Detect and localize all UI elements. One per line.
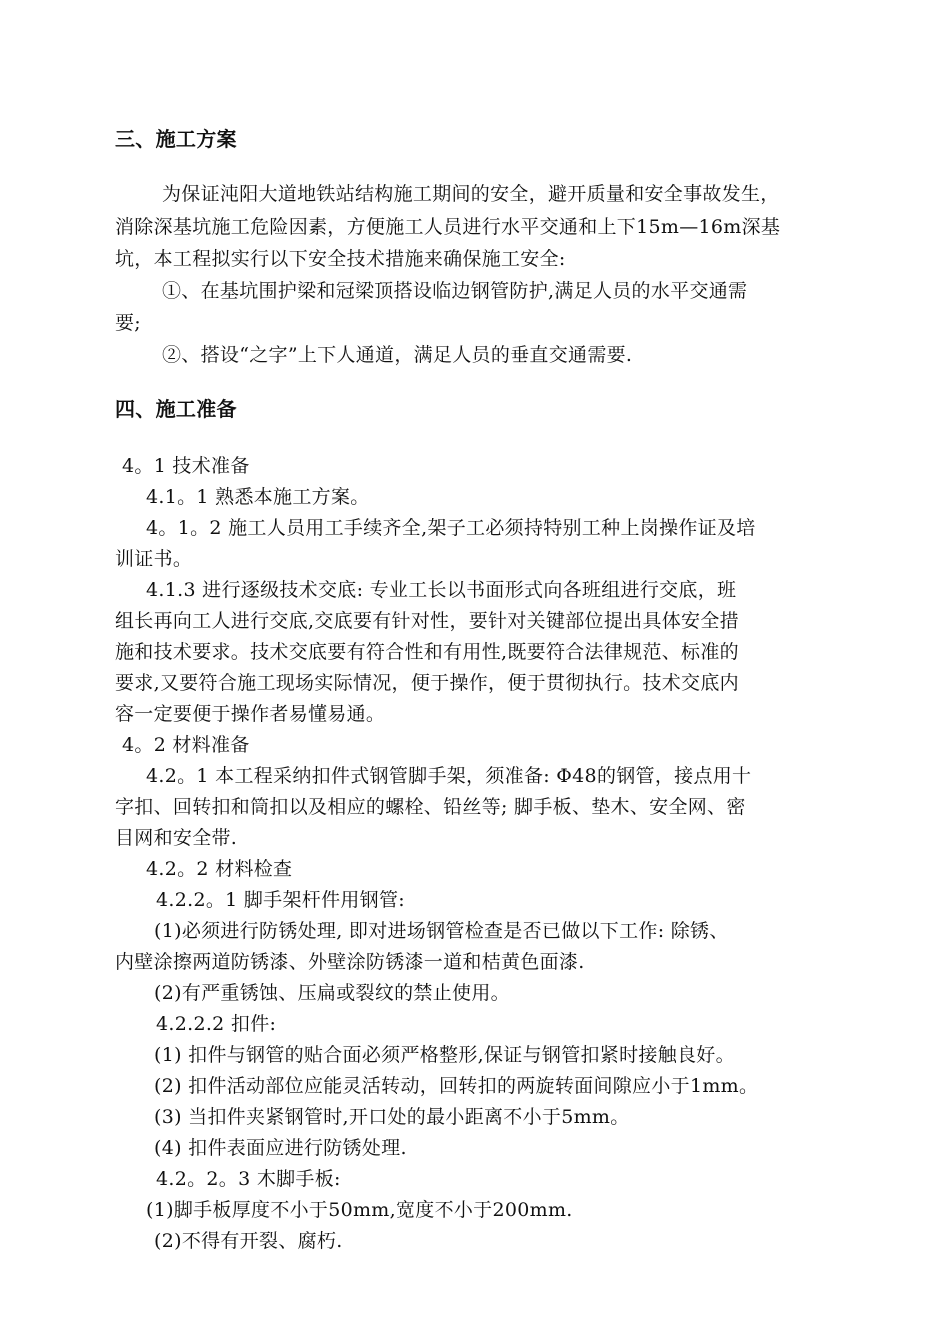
numbered-item: (2)不得有开裂、腐朽. [154, 1230, 343, 1252]
clause: 4.2。1 本工程采纳扣件式钢管脚手架，须准备: Φ48的钢管，接点用十 [146, 765, 752, 787]
list-item: ②、搭设“之字”上下人通道，满足人员的垂直交通需要. [162, 344, 633, 366]
clause: 4。1。2 施工人员用工手续齐全,架子工必须持特别工种上岗操作证及培 [146, 517, 756, 539]
clause-continuation: 目网和安全带. [115, 827, 238, 849]
clause-continuation: 容一定要便于操作者易懂易通。 [115, 703, 386, 725]
clause-continuation: 施和技术要求。技术交底要有符合性和有用性,既要符合法律规范、标准的 [115, 641, 739, 663]
subsection-heading: 4。1 技术准备 [122, 455, 250, 477]
clause: 4.1。1 熟悉本施工方案。 [146, 486, 370, 508]
numbered-item: (3) 当扣件夹紧钢管时,开口处的最小距离不小于5mm。 [154, 1106, 630, 1128]
numbered-item: (1) 扣件与钢管的贴合面必须严格整形,保证与钢管扣紧时接触良好。 [154, 1044, 735, 1066]
clause-continuation: 要求,又要符合施工现场实际情况，便于操作，便于贯彻执行。技术交底内 [115, 672, 739, 694]
sub-clause: 4.2。2。3 木脚手板: [156, 1168, 341, 1190]
subsection-heading: 4。2 材料准备 [122, 734, 250, 756]
numbered-item: (1)脚手板厚度不小于50mm,宽度不小于200mm. [146, 1199, 573, 1221]
numbered-item: (2) 扣件活动部位应能灵活转动，回转扣的两旋转面间隙应小于1mm。 [154, 1075, 759, 1097]
sub-clause: 4.2.2.2 扣件: [156, 1013, 277, 1035]
clause: 4.2。2 材料检查 [146, 858, 293, 880]
clause: 4.1.3 进行逐级技术交底: 专业工长以书面形式向各班组进行交底，班 [146, 579, 737, 601]
sub-clause: 4.2.2。1 脚手架杆件用钢管: [156, 889, 405, 911]
section-4-heading: 四、施工准备 [115, 397, 237, 421]
clause-continuation: 字扣、回转扣和筒扣以及相应的螺栓、铅丝等; 脚手板、垫木、安全网、密 [115, 796, 746, 818]
numbered-item: (4) 扣件表面应进行防锈处理. [154, 1137, 407, 1159]
numbered-item: (1)必须进行防锈处理, 即对进场钢管检查是否已做以下工作: 除锈、 [154, 920, 729, 942]
paragraph-line: 为保证沌阳大道地铁站结构施工期间的安全，避开质量和安全事故发生， [162, 183, 780, 205]
numbered-item: (2)有严重锈蚀、压扁或裂纹的禁止使用。 [154, 982, 510, 1004]
numbered-item-continuation: 内壁涂擦两道防锈漆、外壁涂防锈漆一道和桔黄色面漆. [115, 951, 585, 973]
paragraph-line: 消除深基坑施工危险因素，方便施工人员进行水平交通和上下15m—16m深基 [115, 216, 781, 238]
clause-continuation: 组长再向工人进行交底,交底要有针对性，要针对关键部位提出具体安全措 [115, 610, 739, 632]
list-item-continuation: 要; [115, 312, 142, 334]
list-item: ①、在基坑围护梁和冠梁顶搭设临边钢管防护,满足人员的水平交通需 [162, 280, 748, 302]
section-3-heading: 三、施工方案 [115, 127, 237, 151]
paragraph-line: 坑，本工程拟实行以下安全技术措施来确保施工安全: [115, 248, 566, 270]
clause-continuation: 训证书。 [115, 548, 193, 570]
